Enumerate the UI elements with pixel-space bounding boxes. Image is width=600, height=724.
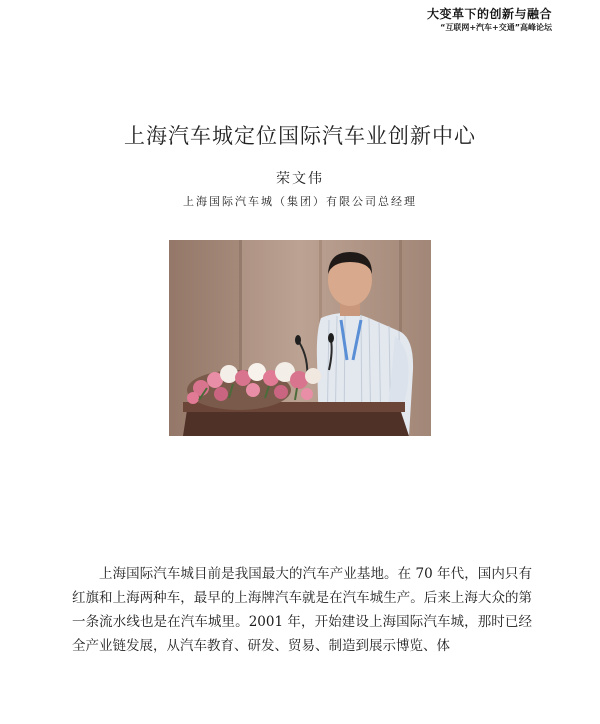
author-affiliation: 上海国际汽车城（集团）有限公司总经理 — [183, 195, 417, 208]
speaker-photo — [169, 240, 431, 436]
article-body — [72, 562, 532, 658]
header-title: 大变革下的创新与融合 — [426, 7, 552, 21]
speaker-photo-illustration — [169, 240, 431, 436]
article-title: 上海汽车城定位国际汽车业创新中心 — [124, 124, 476, 148]
running-header — [427, 6, 552, 34]
header-subtitle: “互联网+汽车+交通”高峰论坛 — [440, 23, 552, 32]
body-paragraph: 上海国际汽车城目前是我国最大的汽车产业基地。在 70 年代，国内只有红旗和上海两种车，最早的上海牌汽车就是在汽车城生产。后来上海大众的第一条流水线也是在汽车城里。2001 年，开始建设上海国际汽车城，那时已经全产业链发展，从汽车教育、研发、贸易、制造到展示博览、体 — [72, 566, 532, 654]
author-name: 荣文伟 — [276, 171, 324, 187]
